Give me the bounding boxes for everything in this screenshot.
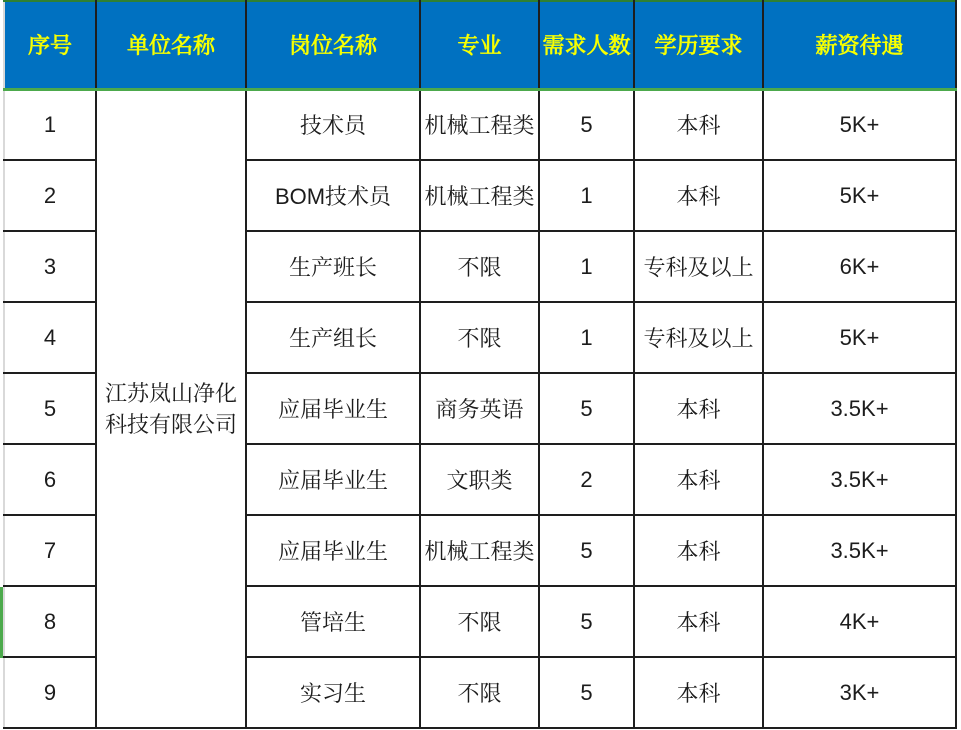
table-body	[4, 89, 956, 728]
cell-education: 本科	[634, 160, 763, 231]
table-header	[4, 1, 956, 89]
table-row	[4, 89, 956, 160]
cell-major: 商务英语	[420, 373, 539, 444]
cell-index: 3	[4, 231, 96, 302]
cell-position: 应届毕业生	[246, 515, 420, 586]
header-row	[4, 1, 956, 89]
cell-major: 不限	[420, 302, 539, 373]
cell-position: 生产组长	[246, 302, 420, 373]
header-cell-headcount: 需求人数	[539, 1, 634, 89]
header-cell-education: 学历要求	[634, 1, 763, 89]
cell-index: 1	[4, 89, 96, 160]
cell-headcount: 5	[539, 586, 634, 657]
cell-headcount: 5	[539, 373, 634, 444]
cell-headcount: 5	[539, 89, 634, 160]
cell-major: 不限	[420, 231, 539, 302]
recruitment-table	[3, 0, 957, 729]
cell-index: 9	[4, 657, 96, 728]
cell-position: 管培生	[246, 586, 420, 657]
cell-index: 4	[4, 302, 96, 373]
cell-index: 5	[4, 373, 96, 444]
cell-salary: 5K+	[763, 160, 956, 231]
cell-education: 专科及以上	[634, 231, 763, 302]
cell-salary: 5K+	[763, 89, 956, 160]
cell-major: 机械工程类	[420, 160, 539, 231]
cell-index: 6	[4, 444, 96, 515]
cell-headcount: 5	[539, 657, 634, 728]
cell-salary: 5K+	[763, 302, 956, 373]
header-cell-position: 岗位名称	[246, 1, 420, 89]
cell-major: 机械工程类	[420, 89, 539, 160]
cell-position: 实习生	[246, 657, 420, 728]
header-cell-salary: 薪资待遇	[763, 1, 956, 89]
company-cell	[96, 89, 246, 728]
cell-index: 7	[4, 515, 96, 586]
cell-salary: 6K+	[763, 231, 956, 302]
cell-major: 不限	[420, 657, 539, 728]
cell-headcount: 1	[539, 231, 634, 302]
cell-major: 机械工程类	[420, 515, 539, 586]
cell-headcount: 5	[539, 515, 634, 586]
header-cell-index: 序号	[4, 1, 96, 89]
cell-salary: 3.5K+	[763, 373, 956, 444]
cell-salary: 3.5K+	[763, 444, 956, 515]
header-cell-company: 单位名称	[96, 1, 246, 89]
cell-headcount: 1	[539, 302, 634, 373]
cell-education: 本科	[634, 444, 763, 515]
cell-headcount: 2	[539, 444, 634, 515]
cell-major: 不限	[420, 586, 539, 657]
cell-education: 本科	[634, 515, 763, 586]
cell-education: 本科	[634, 586, 763, 657]
company-name: 江苏岚山净化科技有限公司	[104, 380, 237, 437]
cell-education: 本科	[634, 373, 763, 444]
cell-index: 8	[4, 586, 96, 657]
cell-position: 生产班长	[246, 231, 420, 302]
cell-headcount: 1	[539, 160, 634, 231]
cell-education: 本科	[634, 657, 763, 728]
cell-position: 技术员	[246, 89, 420, 160]
header-cell-major: 专业	[420, 1, 539, 89]
cell-position: 应届毕业生	[246, 444, 420, 515]
cell-education: 本科	[634, 89, 763, 160]
cell-major: 文职类	[420, 444, 539, 515]
cell-position: 应届毕业生	[246, 373, 420, 444]
cell-salary: 3.5K+	[763, 515, 956, 586]
cell-position: BOM技术员	[246, 160, 420, 231]
cell-education: 专科及以上	[634, 302, 763, 373]
cell-index: 2	[4, 160, 96, 231]
cell-salary: 3K+	[763, 657, 956, 728]
cell-salary: 4K+	[763, 586, 956, 657]
